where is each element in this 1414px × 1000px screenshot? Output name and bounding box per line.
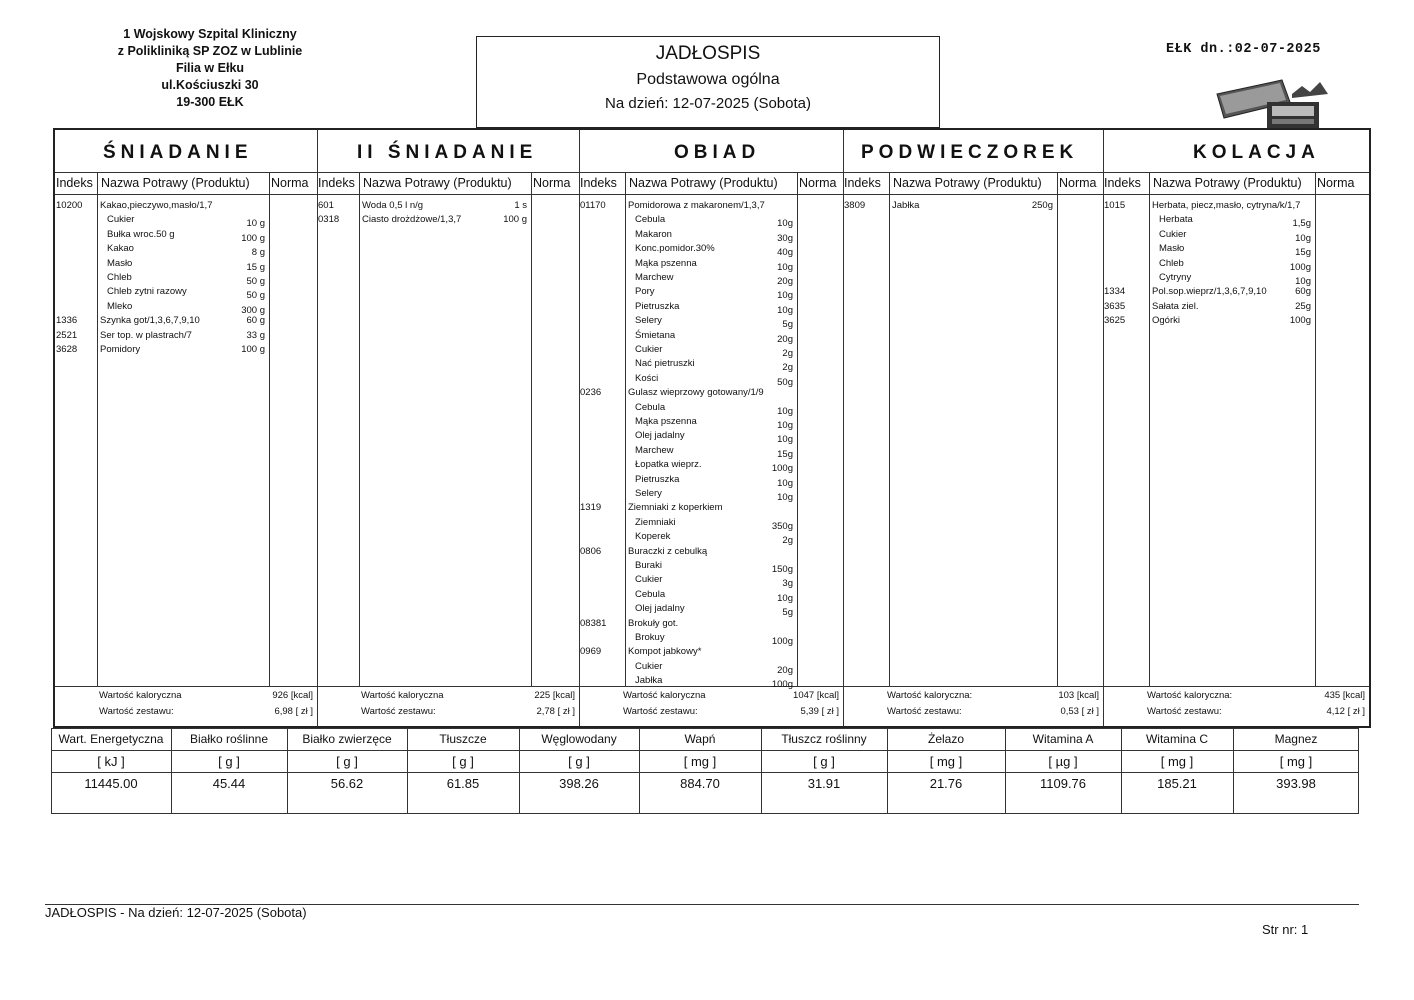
column-header-norma: Norma [533, 176, 571, 190]
nutrient-name: Tłuszcze [439, 732, 487, 746]
index-column-divider [1149, 172, 1150, 686]
column-header-nazwa: Nazwa Potrawy (Produktu) [1153, 176, 1302, 190]
nutrient-value: 1109.76 [1039, 776, 1087, 791]
dish-name: Pol.sop.wieprz/1,3,6,7,9,10 [1152, 286, 1267, 298]
nutrient-unit: [ g ] [452, 754, 474, 769]
entry-norm: 10g [777, 420, 793, 431]
ingredient-name: Olej jadalny [635, 430, 685, 442]
entry-norm: 10g [777, 492, 793, 503]
column-header-norma: Norma [1059, 176, 1097, 190]
cost-label: Wartość zestawu: [361, 706, 436, 717]
nutrient-unit: [ g ] [568, 754, 590, 769]
ingredient-name: Koperek [635, 531, 671, 543]
entry-norm: 2g [782, 362, 793, 374]
nutrient-name: Wapń [684, 732, 716, 746]
calorie-label: Wartość kaloryczna: [1147, 690, 1233, 701]
hospital-line: 19-300 EŁK [176, 95, 244, 109]
nutrient-unit: [ mg ] [929, 754, 963, 769]
nutrition-row-divider [51, 750, 1359, 751]
nutrient-value: 185.21 [1157, 776, 1197, 791]
nutrient-value: 31.91 [807, 776, 841, 791]
dish-name: Pomidorowa z makaronem/1,3,7 [628, 200, 765, 211]
entry-norm: 10g [777, 477, 793, 489]
section-divider [579, 130, 580, 726]
calorie-value: 225 [kcal] [534, 690, 575, 701]
dish-name: Kakao,pieczywo,masło/1,7 [100, 200, 213, 211]
calorie-label: Wartość kaloryczna [361, 690, 444, 701]
entry-norm: 5g [782, 607, 793, 619]
meal-title: KOLACJA [1193, 142, 1320, 163]
entry-norm: 100g [1289, 315, 1311, 327]
ingredient-name: Jabłka [635, 675, 663, 687]
index-column-divider [625, 172, 626, 686]
entry-norm: 60 g [246, 315, 265, 327]
entry-index: 01170 [580, 200, 606, 211]
column-header-indeks: Indeks [1104, 176, 1141, 190]
ingredient-name: Buraki [635, 560, 662, 571]
hospital-line: Filia w Ełku [175, 61, 245, 75]
nutrient-unit: [ kJ ] [97, 754, 125, 769]
entry-norm: 20g [777, 333, 793, 345]
norma-column-divider [269, 172, 270, 686]
nutrient-unit: [ mg ] [1279, 754, 1313, 769]
ingredient-name: Marchew [635, 444, 674, 456]
entry-index: 601 [318, 200, 334, 211]
cost-label: Wartość zestawu: [887, 706, 962, 717]
ingredient-name: Chleb zytni razowy [107, 286, 187, 298]
section-divider [843, 130, 844, 726]
nutrient-name: Białko zwierzęce [302, 732, 392, 746]
entry-index: 2521 [56, 329, 78, 341]
ingredient-name: Herbata [1159, 214, 1193, 226]
nutrient-value: 45.44 [212, 776, 246, 791]
entry-norm: 250g [1031, 200, 1053, 211]
ingredient-name: Cebula [635, 214, 666, 226]
column-header-nazwa: Nazwa Potrawy (Produktu) [629, 176, 778, 190]
ingredient-name: Brokuy [635, 632, 665, 643]
ingredient-name: Selery [635, 315, 662, 327]
entry-norm: 2g [782, 535, 793, 547]
column-header-norma: Norma [271, 176, 309, 190]
column-header-divider [55, 194, 1369, 195]
entry-norm: 10g [777, 304, 793, 316]
issue-date: EŁK dn.:02-07-2025 [1166, 42, 1321, 57]
column-header-nazwa: Nazwa Potrawy (Produktu) [893, 176, 1042, 190]
norma-column-divider [797, 172, 798, 686]
calorie-value: 435 [kcal] [1324, 690, 1365, 701]
nutrient-unit: [ g ] [336, 754, 358, 769]
nutrient-name: Magnez [1274, 732, 1318, 746]
index-column-divider [359, 172, 360, 686]
meal-title: OBIAD [674, 142, 761, 163]
dish-name: Jabłka [892, 200, 920, 211]
entry-norm: 10 g [246, 218, 265, 230]
hospital-address [70, 26, 350, 111]
entry-norm: 20g [777, 276, 793, 287]
dish-name: Herbata, piecz,masło, cytryna/k/1,7 [1152, 200, 1301, 211]
entry-norm: 100g [771, 463, 793, 475]
entry-norm: 33 g [246, 329, 265, 341]
entry-norm: 100 g [241, 344, 265, 355]
entry-index: 3809 [844, 200, 866, 211]
ingredient-name: Makaron [635, 228, 672, 240]
calorie-label: Wartość kaloryczna [623, 690, 706, 701]
entry-norm: 3g [782, 578, 793, 590]
entry-norm: 100 g [241, 232, 265, 244]
entry-norm: 10g [777, 261, 793, 273]
entry-index: 1334 [1104, 286, 1126, 298]
entry-norm: 350g [771, 520, 793, 532]
entry-norm: 10g [1295, 276, 1311, 287]
entry-index: 1015 [1104, 200, 1126, 211]
entry-index: 1336 [56, 315, 78, 327]
entry-norm: 1 s [514, 200, 527, 211]
menu-date: Na dzień: 12-07-2025 (Sobota) [605, 95, 811, 112]
nutrient-value: 398.26 [559, 776, 599, 791]
ingredient-name: Ziemniaki [635, 516, 676, 528]
entry-index: 0236 [580, 387, 602, 399]
entry-norm: 2g [782, 348, 793, 359]
column-header-indeks: Indeks [318, 176, 355, 190]
entry-norm: 10g [1295, 232, 1311, 244]
entry-norm: 10g [777, 290, 793, 302]
entry-norm: 10g [777, 218, 793, 230]
cost-label: Wartość zestawu: [99, 706, 174, 717]
entry-norm: 10g [777, 434, 793, 446]
nutrient-value: 884.70 [680, 776, 720, 791]
nutrient-value: 11445.00 [84, 776, 138, 791]
cost-label: Wartość zestawu: [623, 706, 698, 717]
ingredient-name: Selery [635, 488, 662, 499]
entry-norm: 150g [771, 564, 793, 575]
entry-norm: 15g [1295, 247, 1311, 259]
summary-divider [55, 686, 1369, 687]
entry-index: 10200 [56, 200, 83, 211]
entry-norm: 15 g [246, 261, 265, 273]
ingredient-name: Cebula [635, 588, 666, 600]
ingredient-name: Śmietana [635, 329, 676, 341]
column-header-nazwa: Nazwa Potrawy (Produktu) [101, 176, 250, 190]
ingredient-name: Cukier [1159, 228, 1187, 240]
entry-index: 0318 [318, 214, 340, 226]
nutrient-unit: [ mg ] [683, 754, 717, 769]
column-header-indeks: Indeks [844, 176, 881, 190]
norma-column-divider [531, 172, 532, 686]
dish-name: Woda 0,5 l n/g [362, 200, 424, 211]
ingredient-name: Cytryny [1159, 272, 1192, 283]
entry-norm: 50 g [246, 276, 265, 287]
nutrient-name: Witamina A [1032, 732, 1094, 746]
menu-table [53, 128, 1371, 728]
footer-text: JADŁOSPIS - Na dzień: 12-07-2025 (Sobota) [45, 905, 307, 920]
ingredient-name: Cebula [635, 401, 666, 413]
laptop-icon [1212, 72, 1342, 132]
ingredient-name: Pory [635, 286, 655, 298]
dish-name: Buraczki z cebulką [628, 545, 708, 557]
entry-norm: 30g [777, 232, 793, 244]
norma-column-divider [1315, 172, 1316, 686]
entry-index: 3625 [1104, 315, 1126, 327]
entry-norm: 20g [777, 664, 793, 676]
calorie-value: 1047 [kcal] [793, 690, 839, 701]
entry-norm: 100g [1289, 261, 1311, 273]
entry-norm: 300 g [241, 304, 265, 316]
norma-column-divider [1057, 172, 1058, 686]
nutrient-value: 61.85 [446, 776, 480, 791]
entry-norm: 8 g [251, 247, 265, 259]
diet-type: Podstawowa ogólna [636, 71, 780, 88]
entry-index: 0806 [580, 545, 602, 557]
nutrient-unit: [ g ] [813, 754, 835, 769]
ingredient-name: Cukier [635, 660, 663, 672]
nutrient-name: Witamina C [1145, 732, 1208, 746]
ingredient-name: Mąka pszenna [635, 257, 697, 269]
nutrient-name: Tłuszcz roślinny [781, 732, 867, 746]
ingredient-name: Chleb [1159, 257, 1184, 269]
dish-name: Brokuły got. [628, 617, 679, 629]
column-header-norma: Norma [799, 176, 837, 190]
entry-norm: 100g [771, 636, 793, 647]
nutrient-unit: [ g ] [218, 754, 240, 769]
entry-norm: 50 g [246, 290, 265, 302]
entry-norm: 50g [777, 376, 793, 388]
ingredient-name: Masło [107, 257, 133, 269]
nutrient-name: Żelazo [927, 732, 965, 746]
dish-name: Ogórki [1152, 315, 1180, 327]
dish-name: Sałata ziel. [1152, 300, 1199, 312]
ingredient-name: Masło [1159, 243, 1185, 255]
nutrient-name: Wart. Energetyczna [58, 732, 164, 746]
dish-name: Pomidory [100, 344, 141, 355]
column-header-indeks: Indeks [580, 176, 617, 190]
entry-index: 1319 [580, 502, 602, 514]
entry-norm: 10g [777, 405, 793, 417]
calorie-label: Wartość kaloryczna: [887, 690, 973, 701]
entry-index: 08381 [580, 617, 607, 629]
nutrient-value: 56.62 [330, 776, 364, 791]
column-header-indeks: Indeks [56, 176, 93, 190]
ingredient-name: Pietruszka [635, 300, 680, 312]
ingredient-name: Konc.pomidor.30% [635, 243, 715, 255]
ingredient-name: Mąka pszenna [635, 416, 697, 427]
dish-name: Gulasz wieprzowy gotowany/1/9 [628, 387, 764, 399]
ingredient-name: Chleb [107, 272, 132, 283]
entry-norm: 15g [777, 448, 793, 460]
dish-name: Ser top. w plastrach/7 [100, 329, 192, 341]
dish-name: Kompot jabkowy* [628, 646, 702, 658]
meal-title: PODWIECZOREK [861, 142, 1079, 163]
entry-norm: 5g [782, 319, 793, 331]
title-header-divider [55, 172, 1369, 173]
nutrient-value: 21.76 [929, 776, 963, 791]
entry-norm: 40g [777, 247, 793, 259]
ingredient-name: Cukier [107, 214, 135, 226]
entry-norm: 25g [1295, 300, 1311, 312]
dish-name: Ciasto drożdżowe/1,3,7 [362, 214, 462, 226]
title-box [476, 36, 940, 128]
entry-index: 0969 [580, 646, 602, 658]
entry-norm: 60g [1295, 286, 1311, 298]
calorie-label: Wartość kaloryczna [99, 690, 182, 701]
nutrient-unit: [ µg ] [1048, 754, 1078, 769]
cost-value: 6,98 [ zł ] [274, 706, 313, 717]
meal-title: ŚNIADANIE [103, 142, 253, 163]
entry-norm: 100 g [503, 214, 527, 226]
calorie-value: 926 [kcal] [272, 690, 313, 701]
entry-norm: 10g [777, 592, 793, 604]
column-header-nazwa: Nazwa Potrawy (Produktu) [363, 176, 512, 190]
page-number: Str nr: 1 [1262, 922, 1309, 937]
meal-title: II ŚNIADANIE [357, 142, 538, 163]
cost-value: 2,78 [ zł ] [536, 706, 575, 717]
entry-index: 3635 [1104, 300, 1126, 312]
entry-index: 3628 [56, 344, 78, 355]
ingredient-name: Kości [635, 372, 659, 384]
ingredient-name: Pietruszka [635, 473, 680, 485]
ingredient-name: Bułka wroc.50 g [107, 228, 175, 240]
hospital-line: 1 Wojskowy Szpital Kliniczny [123, 27, 297, 41]
nutrient-name: Węglowodany [541, 732, 617, 746]
ingredient-name: Mleko [107, 300, 133, 312]
hospital-line: ul.Kościuszki 30 [161, 78, 259, 92]
hospital-line: z Polikliniką SP ZOZ w Lublinie [117, 44, 303, 58]
ingredient-name: Łopatka wieprz. [635, 459, 702, 471]
ingredient-name: Nać pietruszki [635, 358, 695, 370]
index-column-divider [97, 172, 98, 686]
ingredient-name: Kakao [107, 243, 134, 255]
index-column-divider [889, 172, 890, 686]
entry-norm: 1,5g [1292, 218, 1311, 230]
nutrient-name: Białko roślinne [189, 732, 269, 746]
ingredient-name: Marchew [635, 272, 674, 283]
cost-value: 4,12 [ zł ] [1326, 706, 1365, 717]
ingredient-name: Cukier [635, 574, 663, 586]
ingredient-name: Cukier [635, 344, 663, 355]
calorie-value: 103 [kcal] [1058, 690, 1099, 701]
nutrient-value: 393.98 [1276, 776, 1316, 791]
cost-label: Wartość zestawu: [1147, 706, 1222, 717]
dish-name: Ziemniaki z koperkiem [628, 502, 723, 514]
document-title: JADŁOSPIS [655, 43, 761, 64]
cost-value: 0,53 [ zł ] [1060, 706, 1099, 717]
nutrient-unit: [ mg ] [1160, 754, 1194, 769]
nutrition-row-divider [51, 772, 1359, 773]
ingredient-name: Olej jadalny [635, 603, 685, 615]
dish-name: Szynka got/1,3,6,7,9,10 [100, 315, 200, 327]
cost-value: 5,39 [ zł ] [800, 706, 839, 717]
nutrition-table [51, 728, 1359, 814]
column-header-norma: Norma [1317, 176, 1355, 190]
section-divider [1103, 130, 1104, 726]
entry-norm: 100g [771, 679, 793, 691]
